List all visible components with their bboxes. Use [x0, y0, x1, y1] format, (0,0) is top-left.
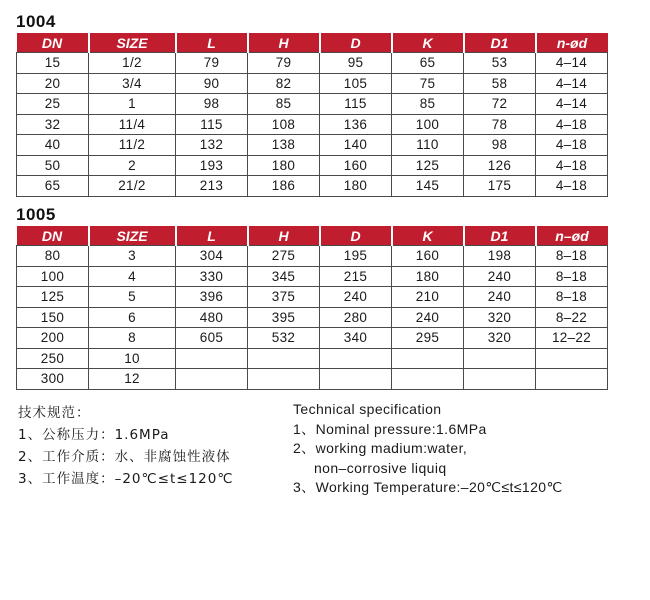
table-cell: 98: [176, 94, 248, 115]
table-cell: [320, 348, 392, 369]
table-cell: [536, 369, 608, 390]
table-row: [17, 176, 608, 197]
spec-heading-en: Technical specification: [293, 401, 442, 417]
table-cell: 160: [392, 246, 464, 267]
column-header: SIZE: [89, 33, 176, 53]
column-header: D: [320, 226, 392, 246]
table-cell: 4: [89, 266, 176, 287]
table-row: [17, 94, 608, 115]
table-cell: 4–14: [536, 73, 608, 94]
table-cell: 126: [464, 155, 536, 176]
table-cell: 3/4: [89, 73, 176, 94]
table-cell: 180: [248, 155, 320, 176]
column-header: D: [320, 33, 392, 53]
column-header: n-ød: [536, 33, 608, 53]
table-cell: 100: [17, 266, 89, 287]
table-row: [17, 53, 608, 74]
table-cell: 125: [17, 287, 89, 308]
table-cell: 40: [17, 135, 89, 156]
table-cell: 532: [248, 328, 320, 349]
table-cell: 340: [320, 328, 392, 349]
table-cell: 396: [176, 287, 248, 308]
table-cell: 90: [176, 73, 248, 94]
table-cell: 200: [17, 328, 89, 349]
table-cell: 304: [176, 246, 248, 267]
table-cell: 4–18: [536, 135, 608, 156]
table-cell: 4–18: [536, 114, 608, 135]
table-cell: 330: [176, 266, 248, 287]
column-header: H: [248, 33, 320, 53]
table-cell: [248, 369, 320, 390]
column-header: SIZE: [89, 226, 176, 246]
table-cell: 6: [89, 307, 176, 328]
table-row: [17, 348, 608, 369]
spec-line-en-2: 2、working madium:water,: [293, 440, 468, 456]
table-cell: 198: [464, 246, 536, 267]
spec-line-cn-2: 2、工作介质：水、非腐蚀性液体: [18, 449, 231, 465]
table-cell: 480: [176, 307, 248, 328]
table-cell: [464, 369, 536, 390]
table-cell: 160: [320, 155, 392, 176]
table-cell: 213: [176, 176, 248, 197]
table-cell: 375: [248, 287, 320, 308]
table-1005-title: 1005: [16, 205, 56, 224]
technical-spec-cn: [18, 402, 234, 490]
column-header: DN: [17, 33, 89, 53]
table-cell: 10: [89, 348, 176, 369]
column-header: L: [176, 226, 248, 246]
table-row: [17, 307, 608, 328]
table-cell: 145: [392, 176, 464, 197]
spec-line-en-1: 1、Nominal pressure:1.6MPa: [293, 420, 487, 437]
table-cell: 11/4: [89, 114, 176, 135]
table-cell: 240: [464, 266, 536, 287]
table-cell: [536, 348, 608, 369]
table-row: [17, 155, 608, 176]
table-cell: 85: [392, 94, 464, 115]
table-cell: 65: [392, 53, 464, 74]
table-cell: 140: [320, 135, 392, 156]
table-cell: 72: [464, 94, 536, 115]
table-cell: [176, 348, 248, 369]
table-cell: 53: [464, 53, 536, 74]
table-cell: 75: [392, 73, 464, 94]
table-cell: 125: [392, 155, 464, 176]
table-cell: 95: [320, 53, 392, 74]
table-cell: 12–22: [536, 328, 608, 349]
table-header-row: [17, 33, 608, 53]
table-cell: 21/2: [89, 176, 176, 197]
table-cell: 186: [248, 176, 320, 197]
table-cell: 105: [320, 73, 392, 94]
table-row: [17, 246, 608, 267]
table-cell: 240: [320, 287, 392, 308]
table-cell: 295: [392, 328, 464, 349]
table-cell: 138: [248, 135, 320, 156]
table-cell: 79: [176, 53, 248, 74]
column-header: K: [392, 33, 464, 53]
table-cell: 4–18: [536, 176, 608, 197]
table-cell: 240: [464, 287, 536, 308]
table-cell: 115: [320, 94, 392, 115]
table-cell: 80: [17, 246, 89, 267]
table-cell: 8–18: [536, 266, 608, 287]
table-cell: 20: [17, 73, 89, 94]
table-cell: 215: [320, 266, 392, 287]
column-header: L: [176, 33, 248, 53]
table-cell: [320, 369, 392, 390]
table-cell: 50: [17, 155, 89, 176]
table-cell: 4–14: [536, 53, 608, 74]
table-cell: 320: [464, 307, 536, 328]
table-cell: 180: [392, 266, 464, 287]
table-cell: 395: [248, 307, 320, 328]
spec-table-1005: [16, 226, 608, 390]
table-1004-title: 1004: [16, 12, 56, 31]
table-cell: 275: [248, 246, 320, 267]
table-cell: 3: [89, 246, 176, 267]
column-header: K: [392, 226, 464, 246]
table-cell: 150: [17, 307, 89, 328]
spec-heading-cn: 技术规范：: [18, 405, 91, 421]
spec-line-en-2b: non–corrosive liquiq: [314, 459, 447, 476]
table-cell: 605: [176, 328, 248, 349]
table-cell: 132: [176, 135, 248, 156]
table-cell: 240: [392, 307, 464, 328]
table-cell: 98: [464, 135, 536, 156]
table-cell: 11/2: [89, 135, 176, 156]
table-cell: 280: [320, 307, 392, 328]
table-cell: 100: [392, 114, 464, 135]
table-cell: 195: [320, 246, 392, 267]
table-cell: 8: [89, 328, 176, 349]
table-cell: 193: [176, 155, 248, 176]
table-cell: 8–22: [536, 307, 608, 328]
table-cell: 115: [176, 114, 248, 135]
table-cell: 12: [89, 369, 176, 390]
table-cell: 300: [17, 369, 89, 390]
table-row: [17, 369, 608, 390]
table-row: [17, 114, 608, 135]
table-row: [17, 266, 608, 287]
table-cell: 78: [464, 114, 536, 135]
technical-spec-en: [293, 400, 563, 498]
table-cell: 65: [17, 176, 89, 197]
table-cell: [176, 369, 248, 390]
table-row: [17, 287, 608, 308]
table-cell: 32: [17, 114, 89, 135]
table-cell: 180: [320, 176, 392, 197]
table-cell: 82: [248, 73, 320, 94]
table-cell: 15: [17, 53, 89, 74]
table-cell: 4–18: [536, 155, 608, 176]
column-header: H: [248, 226, 320, 246]
column-header: DN: [17, 226, 89, 246]
table-cell: [248, 348, 320, 369]
table-cell: 5: [89, 287, 176, 308]
table-cell: 4–14: [536, 94, 608, 115]
table-cell: 210: [392, 287, 464, 308]
table-cell: 79: [248, 53, 320, 74]
table-cell: 8–18: [536, 246, 608, 267]
table-cell: 1/2: [89, 53, 176, 74]
table-cell: 110: [392, 135, 464, 156]
table-row: [17, 328, 608, 349]
table-cell: 2: [89, 155, 176, 176]
column-header: n–ød: [536, 226, 608, 246]
table-cell: 320: [464, 328, 536, 349]
table-cell: 8–18: [536, 287, 608, 308]
table-cell: 85: [248, 94, 320, 115]
table-cell: 175: [464, 176, 536, 197]
table-cell: 108: [248, 114, 320, 135]
spec-line-cn-3: 3、工作温度：–20℃≤t≤120℃: [18, 471, 234, 487]
table-cell: 1: [89, 94, 176, 115]
table-cell: [392, 348, 464, 369]
spec-line-en-3: 3、Working Temperature:–20℃≤t≤120℃: [293, 479, 563, 495]
table-cell: 58: [464, 73, 536, 94]
table-cell: 345: [248, 266, 320, 287]
table-cell: [464, 348, 536, 369]
table-cell: 250: [17, 348, 89, 369]
table-row: [17, 73, 608, 94]
table-cell: 136: [320, 114, 392, 135]
spec-table-1004: [16, 33, 608, 197]
table-row: [17, 135, 608, 156]
table-header-row: [17, 226, 608, 246]
column-header: D1: [464, 226, 536, 246]
column-header: D1: [464, 33, 536, 53]
spec-line-cn-1: 1、公称压力：1.6MPa: [18, 427, 170, 443]
table-cell: [392, 369, 464, 390]
table-cell: 25: [17, 94, 89, 115]
